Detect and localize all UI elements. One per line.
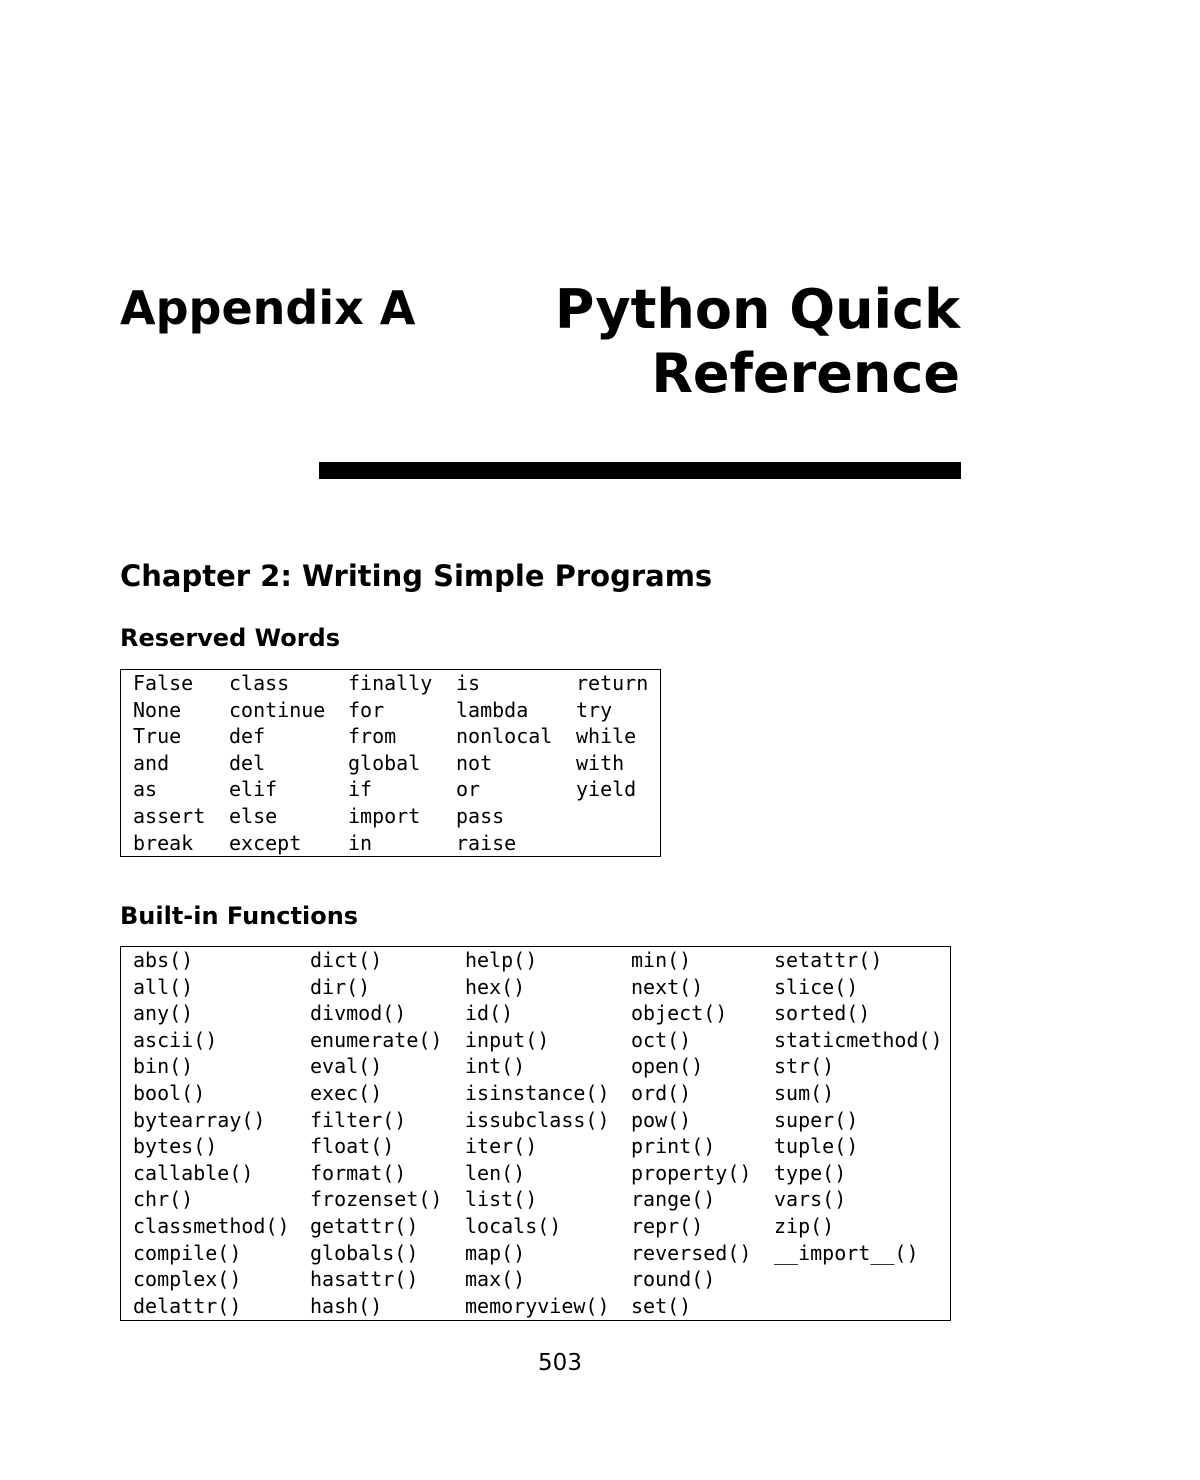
title-line-2: Reference bbox=[651, 342, 960, 405]
reserved-word: finally bbox=[348, 671, 433, 695]
builtin-function: globals() bbox=[310, 1240, 419, 1265]
reserved-word: is bbox=[456, 671, 481, 695]
builtin-function: chr() bbox=[133, 1187, 194, 1212]
builtin-function: __import__() bbox=[774, 1240, 919, 1265]
reserved-words-column-5 bbox=[576, 670, 648, 803]
builtin-function: pow() bbox=[631, 1107, 692, 1132]
builtin-function: hex() bbox=[465, 974, 526, 999]
builtin-function: hash() bbox=[310, 1293, 383, 1318]
reserved-word: with bbox=[576, 750, 625, 775]
builtin-function: oct() bbox=[631, 1027, 692, 1052]
reserved-word: import bbox=[348, 803, 421, 828]
builtin-function: super() bbox=[774, 1107, 859, 1132]
builtin-function: filter() bbox=[310, 1107, 407, 1132]
builtin-function: staticmethod() bbox=[774, 1027, 943, 1052]
builtin-function: any() bbox=[133, 1001, 194, 1026]
builtin-function: map() bbox=[465, 1240, 526, 1265]
builtin-function: list() bbox=[465, 1187, 538, 1212]
builtin-function: format() bbox=[310, 1160, 407, 1185]
builtin-function: isinstance() bbox=[465, 1080, 610, 1105]
builtin-function: callable() bbox=[133, 1160, 254, 1185]
builtin-function: tuple() bbox=[774, 1134, 859, 1159]
appendix-label: Appendix A bbox=[120, 281, 416, 335]
reserved-words-column-3 bbox=[348, 670, 432, 856]
builtin-function: len() bbox=[465, 1160, 526, 1185]
builtin-functions-column-5 bbox=[774, 947, 943, 1266]
reserved-word: while bbox=[576, 724, 637, 749]
reserved-words-table bbox=[120, 669, 661, 857]
builtin-function: compile() bbox=[133, 1240, 242, 1265]
reserved-word: from bbox=[348, 724, 397, 749]
builtin-function: bool() bbox=[133, 1080, 206, 1105]
builtin-function: str() bbox=[774, 1054, 835, 1079]
reserved-word: assert bbox=[133, 803, 206, 828]
builtin-function: next() bbox=[631, 974, 704, 999]
reserved-word: True bbox=[133, 724, 182, 749]
builtin-function: reversed() bbox=[631, 1240, 752, 1265]
reserved-word: else bbox=[229, 803, 278, 828]
builtin-function: frozenset() bbox=[310, 1187, 443, 1212]
reserved-word: del bbox=[229, 750, 266, 775]
builtin-function: hasattr() bbox=[310, 1267, 419, 1292]
builtin-function: repr() bbox=[631, 1213, 704, 1238]
builtin-function: slice() bbox=[774, 974, 859, 999]
builtin-function: delattr() bbox=[133, 1293, 242, 1318]
title-rule bbox=[319, 462, 961, 479]
builtin-function: id() bbox=[465, 1001, 514, 1026]
builtin-function: all() bbox=[133, 974, 194, 999]
reserved-word: None bbox=[133, 697, 182, 722]
builtin-function: set() bbox=[631, 1293, 692, 1318]
reserved-word: break bbox=[133, 830, 194, 855]
reserved-word: continue bbox=[229, 697, 326, 722]
reserved-word: or bbox=[456, 777, 481, 802]
page-number: 503 bbox=[538, 1350, 582, 1376]
reserved-word: False bbox=[133, 671, 194, 695]
builtin-function: setattr() bbox=[774, 948, 883, 972]
reserved-word: elif bbox=[229, 777, 278, 802]
reserved-word: not bbox=[456, 750, 493, 775]
builtin-function: round() bbox=[631, 1267, 716, 1292]
reserved-words-heading: Reserved Words bbox=[120, 624, 341, 652]
builtin-function: open() bbox=[631, 1054, 704, 1079]
reserved-word: if bbox=[348, 777, 373, 802]
builtin-function: memoryview() bbox=[465, 1293, 610, 1318]
reserved-word: class bbox=[229, 671, 290, 695]
reserved-word: lambda bbox=[456, 697, 529, 722]
builtin-functions-table bbox=[120, 946, 951, 1321]
builtin-function: zip() bbox=[774, 1213, 835, 1238]
builtin-function: property() bbox=[631, 1160, 752, 1185]
reserved-word: as bbox=[133, 777, 158, 802]
builtin-function: min() bbox=[631, 948, 692, 972]
builtin-function: bytes() bbox=[133, 1134, 218, 1159]
builtin-function: eval() bbox=[310, 1054, 383, 1079]
page-title bbox=[555, 278, 960, 406]
title-line-1: Python Quick bbox=[554, 278, 960, 341]
reserved-word: yield bbox=[576, 777, 637, 802]
builtin-functions-column-2 bbox=[310, 947, 442, 1319]
reserved-word: nonlocal bbox=[456, 724, 553, 749]
chapter-heading: Chapter 2: Writing Simple Programs bbox=[120, 559, 713, 593]
builtin-function: int() bbox=[465, 1054, 526, 1079]
builtin-function: input() bbox=[465, 1027, 550, 1052]
builtin-function: divmod() bbox=[310, 1001, 407, 1026]
reserved-word: for bbox=[348, 697, 385, 722]
builtin-function: dict() bbox=[310, 948, 383, 972]
builtin-function: getattr() bbox=[310, 1213, 419, 1238]
builtin-function: ascii() bbox=[133, 1027, 218, 1052]
builtin-function: exec() bbox=[310, 1080, 383, 1105]
builtin-function: locals() bbox=[465, 1213, 562, 1238]
builtin-functions-heading: Built-in Functions bbox=[120, 902, 359, 930]
reserved-word: try bbox=[576, 697, 613, 722]
reserved-word: in bbox=[348, 830, 373, 855]
reserved-word: pass bbox=[456, 803, 505, 828]
builtin-function: ord() bbox=[631, 1080, 692, 1105]
builtin-function: float() bbox=[310, 1134, 395, 1159]
reserved-word: global bbox=[348, 750, 421, 775]
reserved-word: def bbox=[229, 724, 266, 749]
builtin-function: complex() bbox=[133, 1267, 242, 1292]
reserved-words-column-2 bbox=[229, 670, 325, 856]
builtin-function: sorted() bbox=[774, 1001, 871, 1026]
reserved-word: return bbox=[576, 671, 649, 695]
builtin-function: enumerate() bbox=[310, 1027, 443, 1052]
builtin-function: abs() bbox=[133, 948, 194, 972]
reserved-words-column-1 bbox=[133, 670, 205, 856]
builtin-functions-column-1 bbox=[133, 947, 290, 1319]
builtin-functions-column-4 bbox=[631, 947, 751, 1319]
builtin-function: bin() bbox=[133, 1054, 194, 1079]
reserved-word: and bbox=[133, 750, 170, 775]
builtin-function: sum() bbox=[774, 1080, 835, 1105]
builtin-function: issubclass() bbox=[465, 1107, 610, 1132]
builtin-function: max() bbox=[465, 1267, 526, 1292]
reserved-word: except bbox=[229, 830, 302, 855]
builtin-function: vars() bbox=[774, 1187, 847, 1212]
builtin-functions-column-3 bbox=[465, 947, 610, 1319]
reserved-words-column-4 bbox=[456, 670, 552, 856]
builtin-function: dir() bbox=[310, 974, 371, 999]
builtin-function: bytearray() bbox=[133, 1107, 266, 1132]
builtin-function: classmethod() bbox=[133, 1213, 290, 1238]
builtin-function: help() bbox=[465, 948, 538, 972]
builtin-function: object() bbox=[631, 1001, 728, 1026]
reserved-word: raise bbox=[456, 830, 517, 855]
builtin-function: print() bbox=[631, 1134, 716, 1159]
builtin-function: range() bbox=[631, 1187, 716, 1212]
builtin-function: type() bbox=[774, 1160, 847, 1185]
builtin-function: iter() bbox=[465, 1134, 538, 1159]
